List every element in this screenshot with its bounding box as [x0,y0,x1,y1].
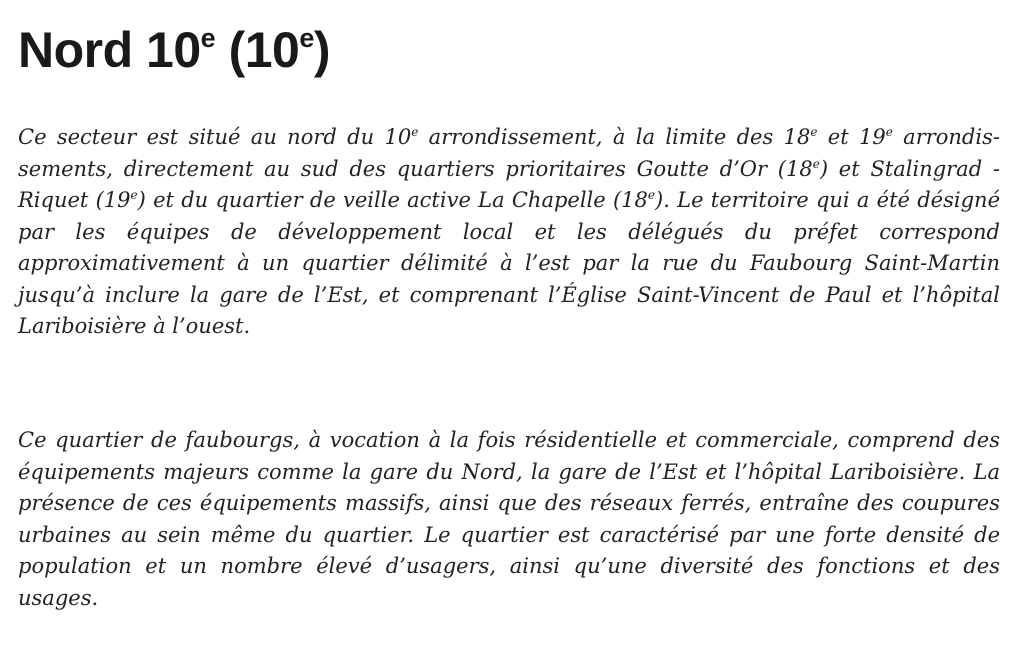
p1-sup-3: e [885,125,893,139]
p1-text-2: arrondissement, à la limite des 18 [418,125,811,149]
p1-sup-2: e [810,125,818,139]
p1-sup-6: e [647,188,655,202]
title-paren-close: ) [313,22,331,78]
p1-text-7: ). Le territoire qui a été désigné par les équipes de développement local et les délégués du préfet correspond approximativement à un quartier délimité à l’est par la rue du Faubourg Saint-Martin jusqu’à inclure la gare de l’Est, et comprenant l’Église Saint-Vincent de Paul et l’hôpital Lariboisière à l’ouest. [18,188,1000,338]
title-paren-superscript: e [299,23,314,53]
title-superscript: e [200,23,216,53]
section-title [18,0,1000,80]
p1-sup-5: e [130,188,138,202]
title-main: Nord 10 [18,22,201,78]
paragraph-description: Ce quartier de faubourgs, à vocation à la fois résidentielle et commerciale, comprend des équipements majeurs comme la gare du Nord, la gare de l’Est et l’hôpital Lariboisière. La présence de ces équipements massifs, ainsi que des réseaux ferrés, entraîne des coupures urbaines au sein même du quartier. Le quartier est caractérisé par une forte densité de population et un nombre élevé d’usagers, ainsi qu’une diversité des fonctions et des usages. [18,428,1000,610]
p1-sup-4: e [812,156,820,171]
p1-text-3: et 19 [817,125,886,149]
paragraph-intro [18,122,1000,343]
p1-text-5: ) et Stalingrad - Riquet (19 [18,156,1000,212]
p1-text-6: ) et du quartier de veille active La Chapelle (18 [137,188,648,212]
p1-text-1: Ce secteur est situé au nord du 10 [18,125,412,149]
p1-sup-1: e [411,125,419,139]
title-paren-open: (10 [215,22,300,78]
p1-text-4: arrondissements, directement au sud des quartiers prioritaires Goutte d’Or (18 [18,125,1000,181]
document-page [18,0,1000,610]
